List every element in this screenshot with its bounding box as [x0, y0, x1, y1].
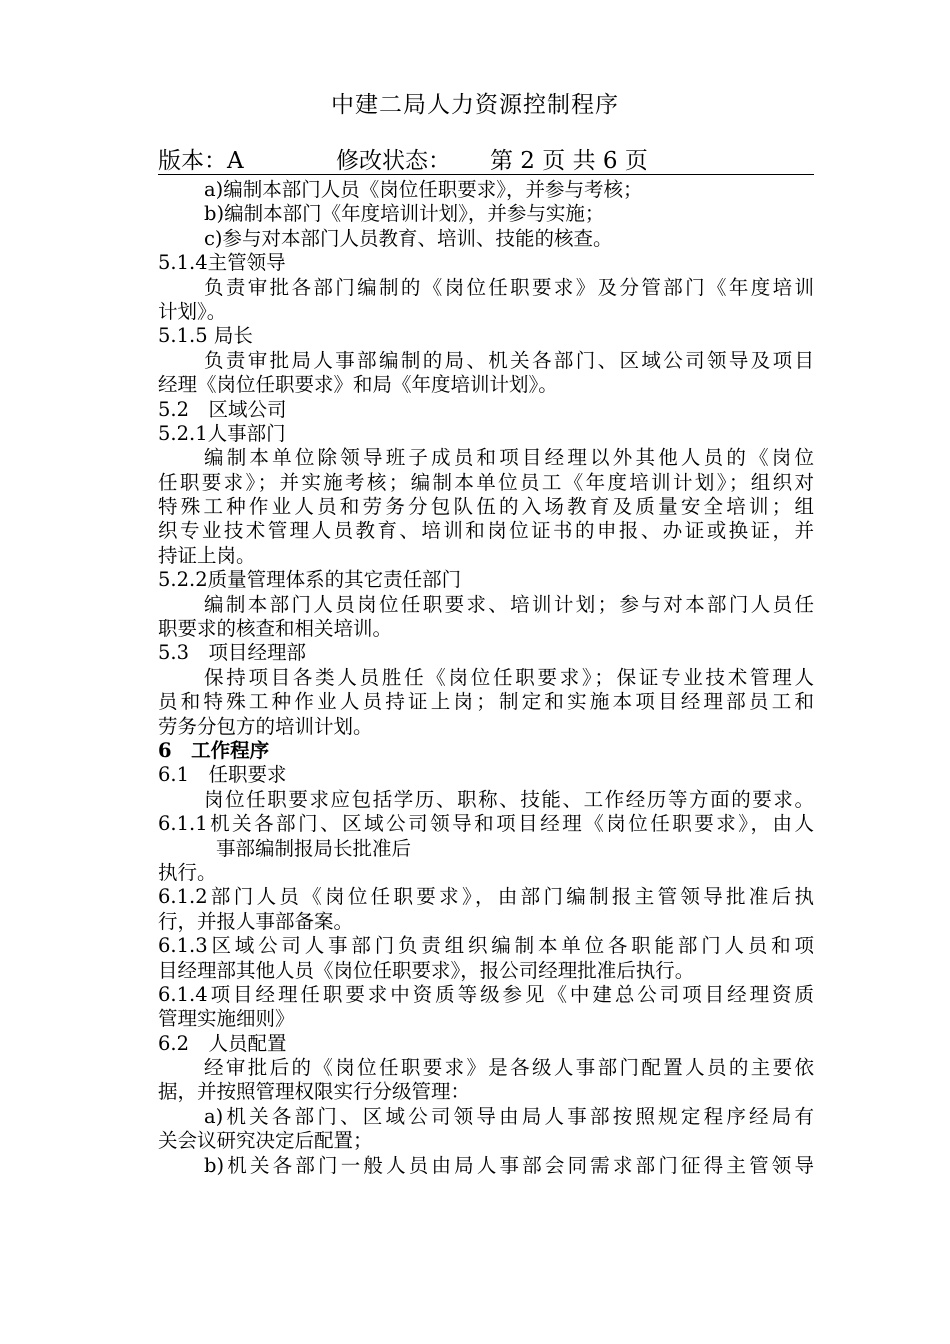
chapter-heading: 6 工作程序: [158, 738, 270, 762]
text-line: 负责审批局人事部编制的局、机关各部门、区域公司领导及项目: [204, 348, 814, 372]
text-line: 职要求的核查和相关培训。: [158, 617, 393, 641]
text-line: 员和特殊工种作业人员持证上岗；制定和实施本项目经理部员工和: [158, 690, 814, 714]
text-line: 据，并按照管理权限实行分级管理：: [158, 1080, 471, 1104]
text-line: 目经理部其他人员《岗位任职要求》，报公司经理批准后执行。: [158, 958, 695, 982]
text-line: 6.1.3区域公司人事部门负责组织编制本单位各职能部门人员和项: [158, 934, 814, 958]
section-heading: 5.2.1人事部门: [158, 421, 286, 445]
text-line: 行，并报人事部备案。: [158, 909, 354, 933]
version-label: 版本：A: [158, 148, 244, 174]
section-heading: 5.1.5 局长: [158, 324, 253, 348]
text-line: 织专业技术管理人员教育、培训和岗位证书的申报、办证或换证，并: [158, 519, 814, 543]
text-line: 关会议研究决定后配置；: [158, 1129, 373, 1153]
text-line: 6.1.1机关各部门、区域公司领导和项目经理《岗位任职要求》，由人: [158, 812, 814, 836]
text-line: 编制本部门人员岗位任职要求、培训计划；参与对本部门人员任: [204, 592, 814, 616]
text-line: 持证上岗。: [158, 543, 256, 567]
text-line: a)机关各部门、区域公司领导由局人事部按照规定程序经局有: [204, 1104, 814, 1128]
document-title: 中建二局人力资源控制程序: [331, 92, 619, 118]
text-line: 负责审批各部门编制的《岗位任职要求》及分管部门《年度培训: [204, 275, 814, 299]
text-line: 保持项目各类人员胜任《岗位任职要求》；保证专业技术管理人: [204, 665, 814, 689]
text-line: 特殊工种作业人员和劳务分包队伍的入场教育及质量安全培训；组: [158, 495, 814, 519]
document-header: [158, 142, 814, 175]
revision-status-label: 修改状态：: [336, 148, 451, 174]
text-line: 岗位任职要求应包括学历、职称、技能、工作经历等方面的要求。: [204, 787, 814, 811]
section-heading: 6.2 人员配置: [158, 1031, 287, 1055]
text-line: 事部编制报局长批准后: [216, 836, 412, 860]
text-line: c)参与对本部门人员教育、培训、技能的核查。: [204, 226, 613, 250]
section-heading: 5.1.4主管领导: [158, 251, 286, 275]
text-line: a)编制本部门人员《岗位任职要求》，并参与考核；: [204, 178, 643, 201]
text-line: 经理《岗位任职要求》和局《年度培训计划》。: [158, 373, 558, 397]
section-heading: 5.3 项目经理部: [158, 641, 307, 665]
text-line: 6.1.4项目经理任职要求中资质等级参见《中建总公司项目经理资质: [158, 982, 814, 1006]
text-line: 劳务分包方的培训计划。: [158, 714, 373, 738]
section-heading: 6.1 任职要求: [158, 763, 287, 787]
text-line: 6.1.2部门人员《岗位任职要求》，由部门编制报主管领导批准后执: [158, 885, 814, 909]
text-line: 计划》。: [158, 299, 227, 323]
section-heading: 5.2.2质量管理体系的其它责任部门: [158, 568, 462, 592]
text-line: 执行。: [158, 860, 217, 884]
text-line: 管理实施细则》: [158, 1007, 295, 1031]
page-number: 第 2 页 共 6 页: [490, 148, 648, 174]
text-line: 任职要求》；并实施考核；编制本单位员工《年度培训计划》；组织对: [158, 470, 814, 494]
document-body: [158, 178, 814, 1178]
text-line: 编制本单位除领导班子成员和项目经理以外其他人员的《岗位: [204, 446, 814, 470]
text-line: b)编制本部门《年度培训计划》，并参与实施；: [204, 202, 605, 226]
text-line: 经审批后的《岗位任职要求》是各级人事部门配置人员的主要依: [204, 1056, 814, 1080]
text-line: b)机关各部门一般人员由局人事部会同需求部门征得主管领导: [204, 1153, 814, 1177]
section-heading: 5.2 区域公司: [158, 397, 287, 421]
